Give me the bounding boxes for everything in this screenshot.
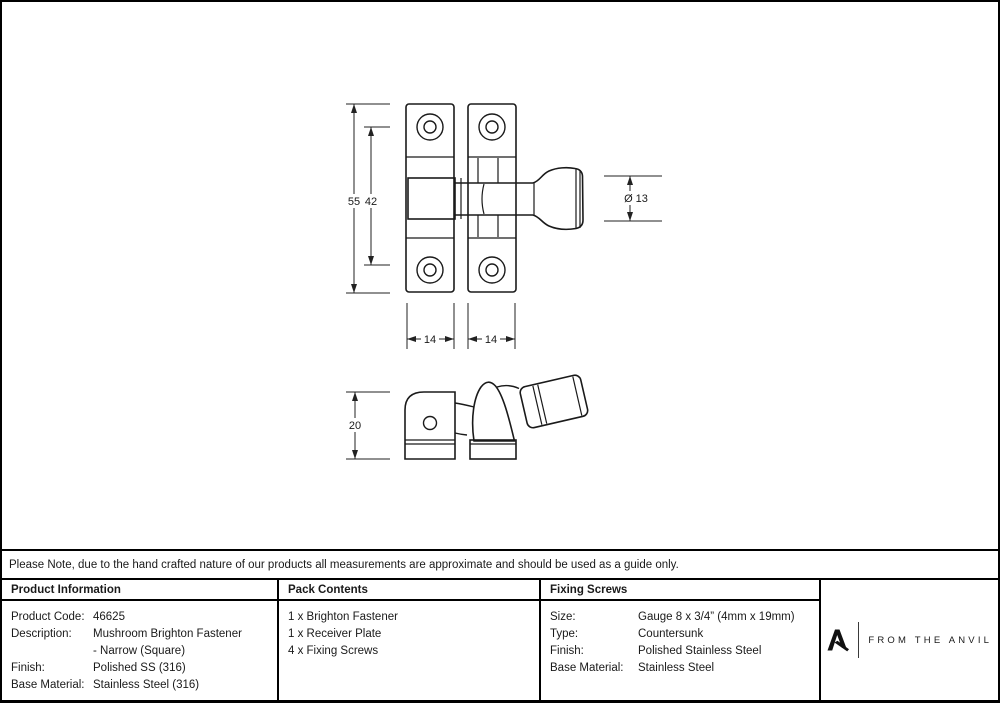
title-block: [2, 580, 998, 700]
spec-row-product-code: [11, 609, 273, 626]
dim-14-left: 14: [423, 334, 437, 346]
dim-knob-diameter: Ø 13: [624, 193, 648, 205]
note-bar: [2, 549, 998, 580]
spec-label: Size:: [550, 611, 576, 623]
product-information-header: Product Information: [2, 580, 277, 601]
pack-item: 1 x Receiver Plate: [288, 628, 382, 640]
mushroom-knob-side: [519, 374, 589, 429]
spec-label: Type:: [550, 628, 579, 640]
note-text: Please Note, due to the hand crafted nature of our products all measurements are approximate and should be used as a guide only.: [9, 558, 679, 571]
brand-section: [821, 580, 998, 700]
spec-row-base-material: [11, 677, 273, 694]
spec-label: Base Material:: [550, 662, 624, 674]
pivot-block: [405, 392, 455, 459]
technical-drawing: [2, 2, 998, 547]
pivot-pin: [424, 417, 437, 430]
spec-row-description: [11, 626, 273, 643]
dim-14-right: 14: [484, 334, 498, 346]
spec-label: Base Material:: [11, 679, 85, 691]
spec-value: Countersunk: [638, 628, 704, 640]
brand-logo: [827, 622, 992, 658]
spec-label: Finish:: [550, 645, 584, 657]
receiver-fin: [473, 382, 515, 441]
brand-name: FROM THE ANVIL: [868, 634, 993, 646]
spec-label: [11, 643, 93, 660]
front-view: [406, 104, 583, 292]
anvil-a-mark-icon: [827, 628, 850, 652]
pack-item: 4 x Fixing Screws: [288, 645, 379, 657]
fixing-screws-section: [541, 580, 821, 700]
spec-value: Stainless Steel (316): [93, 679, 200, 691]
spec-row-type: [550, 626, 815, 643]
fixing-screws-header: Fixing Screws: [541, 580, 819, 601]
spec-value: - Narrow (Square): [93, 645, 186, 657]
pack-contents-section: [279, 580, 541, 700]
spec-value: Gauge 8 x 3/4” (4mm x 19mm): [638, 611, 795, 623]
spec-label: Description:: [11, 628, 72, 640]
product-information-section: [2, 580, 279, 700]
brand-divider: [858, 622, 860, 658]
spec-value: Mushroom Brighton Fastener: [93, 628, 242, 640]
receiver-base: [470, 440, 516, 459]
spec-label: Product Code:: [11, 611, 85, 623]
dim-42: 42: [364, 196, 378, 208]
spec-row-screw-finish: [550, 643, 815, 660]
spec-row-description-2: [11, 643, 273, 660]
side-view: [405, 374, 589, 459]
spec-value: Stainless Steel: [638, 662, 715, 674]
spec-label: Finish:: [11, 662, 45, 674]
spec-row-finish: [11, 660, 273, 677]
spec-row-size: [550, 609, 815, 626]
spec-row-screw-base-material: [550, 660, 815, 677]
latch-housing: [408, 178, 455, 219]
spec-value: Polished Stainless Steel: [638, 645, 762, 657]
pack-contents-header: Pack Contents: [279, 580, 539, 601]
spec-value: 46625: [93, 611, 125, 623]
dim-20: 20: [348, 420, 362, 432]
dimension-labels: [345, 191, 655, 432]
spec-value: Polished SS (316): [93, 662, 186, 674]
dim-55: 55: [347, 196, 361, 208]
pack-item: 1 x Brighton Fastener: [288, 611, 398, 623]
